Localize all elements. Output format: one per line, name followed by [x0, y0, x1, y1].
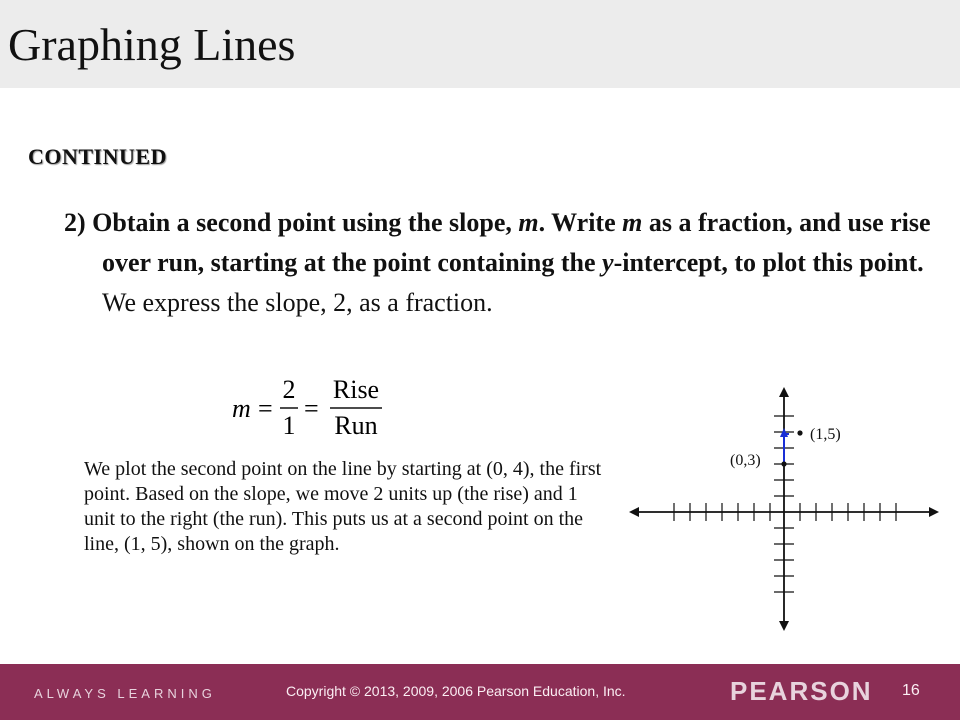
step-2-text: [64, 203, 932, 323]
formula-equals-2: =: [304, 394, 319, 423]
coordinate-graph: [626, 384, 942, 634]
always-learning-tagline: ALWAYS LEARNING: [34, 686, 216, 701]
step-text-m2: m: [622, 208, 643, 237]
pearson-logo: PEARSON: [730, 676, 873, 706]
step-text-tail: We express the slope, 2, as a fraction.: [102, 288, 493, 317]
point-1-5: [797, 430, 802, 435]
step-text-m1: m: [518, 208, 539, 237]
y-axis-arrow-up: [779, 387, 789, 397]
formula-numerator: 2: [282, 375, 296, 404]
slope-formula: [228, 370, 388, 440]
formula-rise: Rise: [332, 375, 380, 404]
point-0-3-label: (0,3): [730, 452, 761, 469]
title-bar: [0, 0, 960, 88]
step-text-part1: 2) Obtain a second point using the slope,: [64, 208, 519, 237]
step-text-part2: . Write: [538, 208, 623, 237]
footer-bar: [0, 664, 960, 720]
x-axis-arrow-left: [629, 507, 639, 517]
formula-equals-1: =: [258, 394, 273, 423]
point-0-3: [781, 461, 786, 466]
slide-title: Graphing Lines: [8, 19, 296, 70]
point-1-5-label: (1,5): [810, 426, 841, 443]
copyright-notice: Copyright © 2013, 2009, 2006 Pearson Education, Inc.: [286, 683, 626, 699]
rise-run-arrow: [784, 434, 789, 464]
continued-label: CONTINUED: [28, 144, 167, 169]
step-text-part4: -intercept, to plot this point.: [613, 248, 924, 277]
axes: [634, 392, 932, 626]
formula-run: Run: [334, 411, 378, 440]
formula-m: m: [232, 394, 251, 423]
explanation-text: We plot the second point on the line by starting at (0, 4), the first point. Based on the slope, we move 2 units up (the rise) and 1 unit to the right (the run). This puts us at a second point on the line, (1, 5), shown on the graph.: [84, 458, 602, 555]
step-text-y: y: [602, 248, 614, 277]
step-text-part3: as a fraction, and use rise over run, starting at the point containing the: [102, 208, 931, 277]
y-axis-arrow-down: [779, 621, 789, 631]
page-number: 16: [902, 682, 920, 699]
formula-denominator: 1: [282, 411, 296, 440]
x-axis-arrow-right: [929, 507, 939, 517]
